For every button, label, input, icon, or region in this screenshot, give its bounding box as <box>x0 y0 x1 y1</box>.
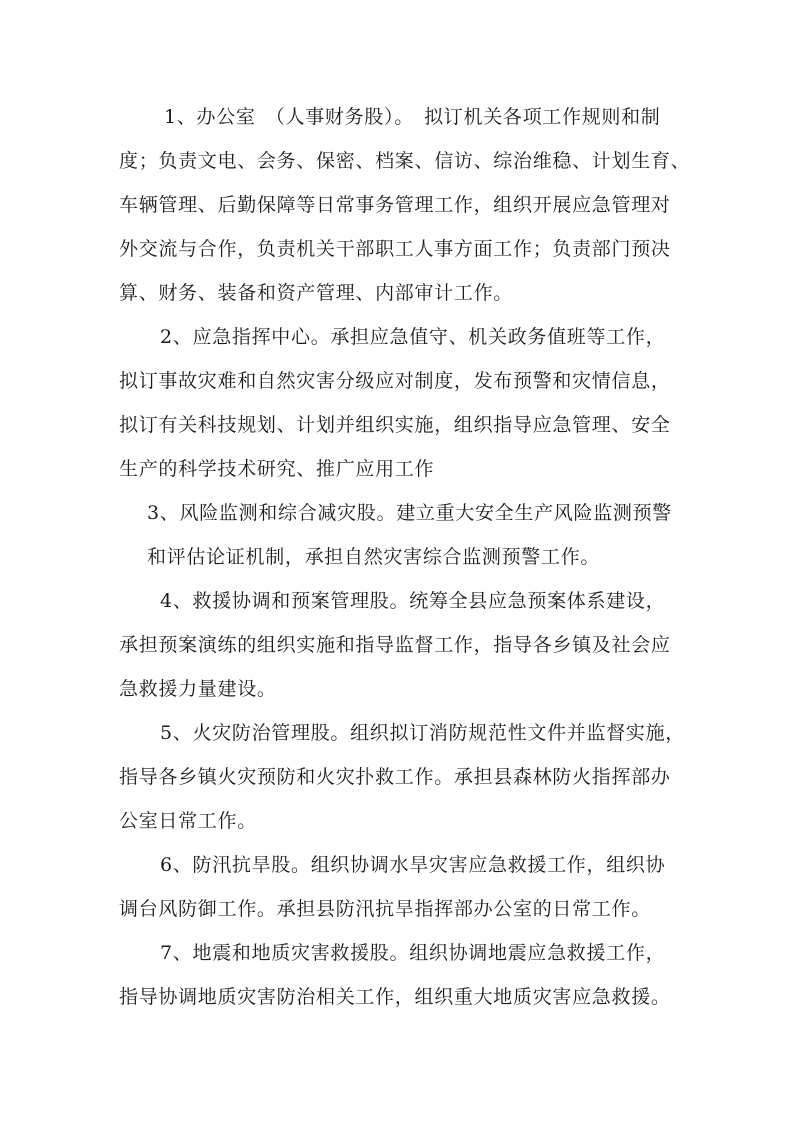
paragraph-command-center-line: 2、应急指挥中心。承担应急值守、机关政务值班等工作， <box>160 326 666 348</box>
paragraph-rescue-coordination-line: 急救援力量建设。 <box>119 678 277 700</box>
paragraph-rescue-coordination-line: 4、救援协调和预案管理股。统筹全县应急预案体系建设， <box>160 590 666 612</box>
paragraph-command-center-line: 拟订有关科技规划、计划并组织实施，组织指导应急管理、安全 <box>119 414 671 436</box>
paragraph-rescue-coordination-line: 承担预案演练的组织实施和指导监督工作，指导各乡镇及社会应 <box>119 634 671 656</box>
paragraph-risk-monitoring-line: 3、风险监测和综合减灾股。建立重大安全生产风险监测预警 <box>147 502 672 524</box>
paragraph-office-line: 度；负责文电、会务、保密、档案、信访、综治维稳、计划生育、 <box>119 150 691 172</box>
paragraph-office-line: 外交流与合作，负责机关干部职工人事方面工作；负责部门预决 <box>119 238 671 260</box>
paragraph-flood-drought-line: 调台风防御工作。承担县防汛抗旱指挥部办公室的日常工作。 <box>119 898 651 920</box>
paragraph-risk-monitoring-line: 和评估论证机制，承担自然灾害综合监测预警工作。 <box>147 546 601 568</box>
paragraph-fire-prevention-line: 5、火灾防治管理股。组织拟订消防规范性文件并监督实施， <box>160 722 685 744</box>
paragraph-office-line: 车辆管理、后勤保障等日常事务管理工作，组织开展应急管理对 <box>119 194 671 216</box>
paragraph-office-line: 1、办公室 （人事财务股）。 拟订机关各项工作规则和制 <box>164 106 661 128</box>
paragraph-earthquake-geology-line: 7、地震和地质灾害救援股。组织协调地震应急救援工作， <box>160 942 666 964</box>
paragraph-flood-drought-line: 6、防汛抗旱股。组织协调水旱灾害应急救援工作，组织协 <box>160 854 666 876</box>
paragraph-command-center-line: 拟订事故灾难和自然灾害分级应对制度，发布预警和灾情信息， <box>119 370 671 392</box>
paragraph-earthquake-geology-line: 指导协调地质灾害防治相关工作，组织重大地质灾害应急救援。 <box>119 986 671 1008</box>
paragraph-office-line: 算、财务、装备和资产管理、内部审计工作。 <box>119 282 514 304</box>
paragraph-fire-prevention-line: 公室日常工作。 <box>119 810 257 832</box>
paragraph-fire-prevention-line: 指导各乡镇火灾预防和火灾扑救工作。承担县森林防火指挥部办 <box>119 766 671 788</box>
paragraph-command-center-line: 生产的科学技术研究、推广应用工作 <box>119 458 435 480</box>
